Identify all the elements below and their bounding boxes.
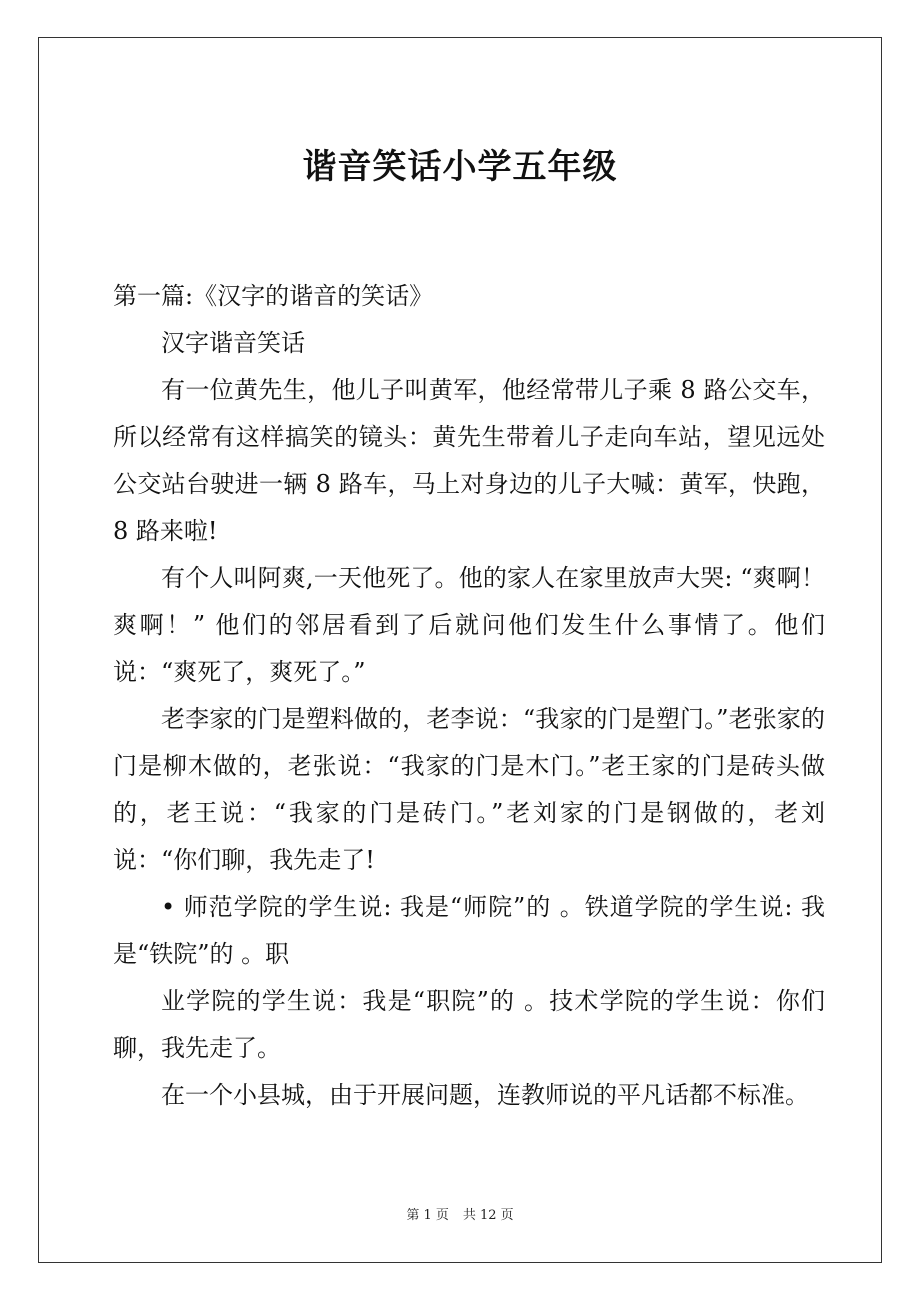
paragraph: 老李家的门是塑料做的，老李说：“我家的门是塑门。”老张家的门是柳木做的，老张说：“我家的门是木门。”老王家的门是砖头做的，老王说：“我家的门是砖门。”老刘家的门是钢做的，老刘说：“你们聊，我先走了! (113, 705, 825, 874)
paragraph: 有一位黄先生，他儿子叫黄军，他经常带儿子乘 8 路公交车，所以经常有这样搞笑的镜头：黄先生带着儿子走向车站，望见远处公交站台驶进一辆 8 路车，马上对身边的儿子大喊：黄军，快跑，8 路来啦! (113, 376, 825, 545)
document-body (113, 273, 825, 1119)
paragraph: • 师范学院的学生说: 我是“师院”的 。铁道学院的学生说: 我是“铁院”的 。职 (113, 893, 825, 968)
section-heading: 第一篇:《汉字的谐音的笑话》 (113, 282, 434, 310)
paragraph: 有个人叫阿爽,一天他死了。他的家人在家里放声大哭: “爽啊！爽啊！” 他们的邻居看到了后就问他们发生什么事情了。他们说：“爽死了，爽死了。” (113, 564, 825, 686)
page-number: 第 1 页 (406, 1208, 449, 1223)
paragraph: 在一个小县城，由于开展问题，连教师说的平凡话都不标准。 (161, 1081, 809, 1109)
page-total: 共 12 页 (462, 1208, 514, 1223)
paragraph: 业学院的学生说：我是“职院”的 。技术学院的学生说：你们聊，我先走了。 (113, 987, 825, 1062)
paragraph: 汉字谐音笑话 (161, 329, 305, 357)
document-title: 谐音笑话小学五年级 (302, 147, 618, 187)
page-footer (0, 1207, 920, 1225)
